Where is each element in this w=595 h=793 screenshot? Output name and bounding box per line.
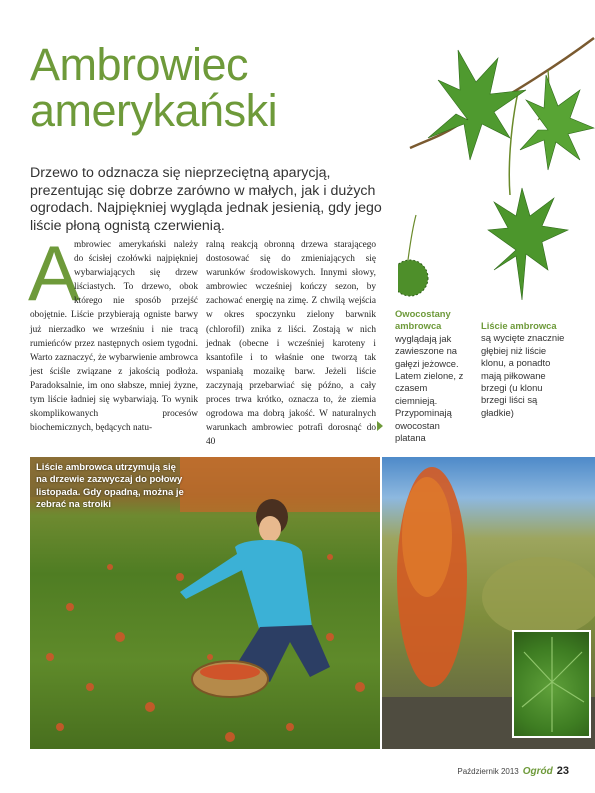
leaves-caption-title: Liście ambrowca — [481, 320, 557, 331]
column-1-text: mbrowiec amerykański należy do ścisłej czołówki najpiękniej wybarwiających się drzew liściastych. To drzewo, obok którego nie sposób przejść obojętnie. Liście przybierają ogniste barwy już nierzadko we wrześniu i nie tracą rumieńców przez następnych osiem tygodni. Warto zaznaczyć, że wybarwienie ambrowca jest ściśle związane z jakością podłoża. Paradoksalnie, im ono słabsze, mniej żyzne, tym liście ładniej się wybarwiają. To wynik skomplikowanych procesów biochemicznych, będących natu- — [30, 240, 198, 434]
drop-cap: A — [28, 229, 81, 317]
magazine-logo: Ogród — [522, 765, 553, 777]
title-line-2: amerykański — [30, 85, 278, 136]
sweetgum-illustration — [398, 20, 595, 320]
fruit-caption-text: wyglądają jak zawieszone na gałęzi jeżowce. Latem zielone, z czasem ciemnieją. Przypominają owocostan platana — [395, 332, 464, 444]
leaves-caption — [481, 320, 566, 419]
page-footer — [457, 765, 569, 777]
leaves-caption-text: są wycięte znacznie głębiej niż liście klonu, a ponadto mają piłkowane brzegi (u klonu brzegi liści są gładkie) — [481, 332, 565, 418]
title-line-1: Ambrowiec — [30, 39, 249, 90]
issue-date: Październik 2013 — [457, 766, 519, 776]
photo-caption: Liście ambrowca utrzymują się na drzewie zazwyczaj do połowy listopada. Gdy opadną, można je zebrać na stroiki — [36, 462, 184, 511]
continue-arrow-icon — [377, 421, 383, 431]
column-2-text: ralną reakcją obronną drzewa starającego dostosować się do zmieniających się warunków środowiskowych. Innymi słowy, ambrowiec wcześniej kończy sezon, by zachować energię na zimę. Z chwilą wejścia w okres spoczynku zielony barwnik (chlorofil) znika z liści. Zostają w nich jednak (obecne i wcześniej karoteny i ksantofile i to właśnie one tworzą tak wspaniałą mozaikę barw. Jeżeli liście zaczynają przebarwiać się późno, a cały proces trwa krótko, oznacza to, że ziemia ogrodowa ma dobrą jakość. W naturalnych warunkach ambrowiec potrafi dorosnąć do 40 — [206, 240, 376, 448]
page-number: 23 — [556, 765, 569, 777]
leaf-closeup-photo — [512, 630, 591, 738]
leaf-closeup — [514, 632, 589, 736]
fruit-caption-title: Owocostany ambrowca — [395, 308, 451, 332]
article-column-1 — [28, 229, 198, 435]
article-title — [30, 39, 278, 136]
article-lead: Drzewo to odznacza się nieprzeciętną aparycją, prezentując się dobrze zarówno w małych, jak i dużych ogrodach. Najpiękniej wygląda jednak jesienią, gdy jego liście płoną ognistą czerwienią. — [30, 165, 382, 234]
article-column-2 — [206, 238, 376, 449]
fruit-caption — [395, 308, 470, 444]
